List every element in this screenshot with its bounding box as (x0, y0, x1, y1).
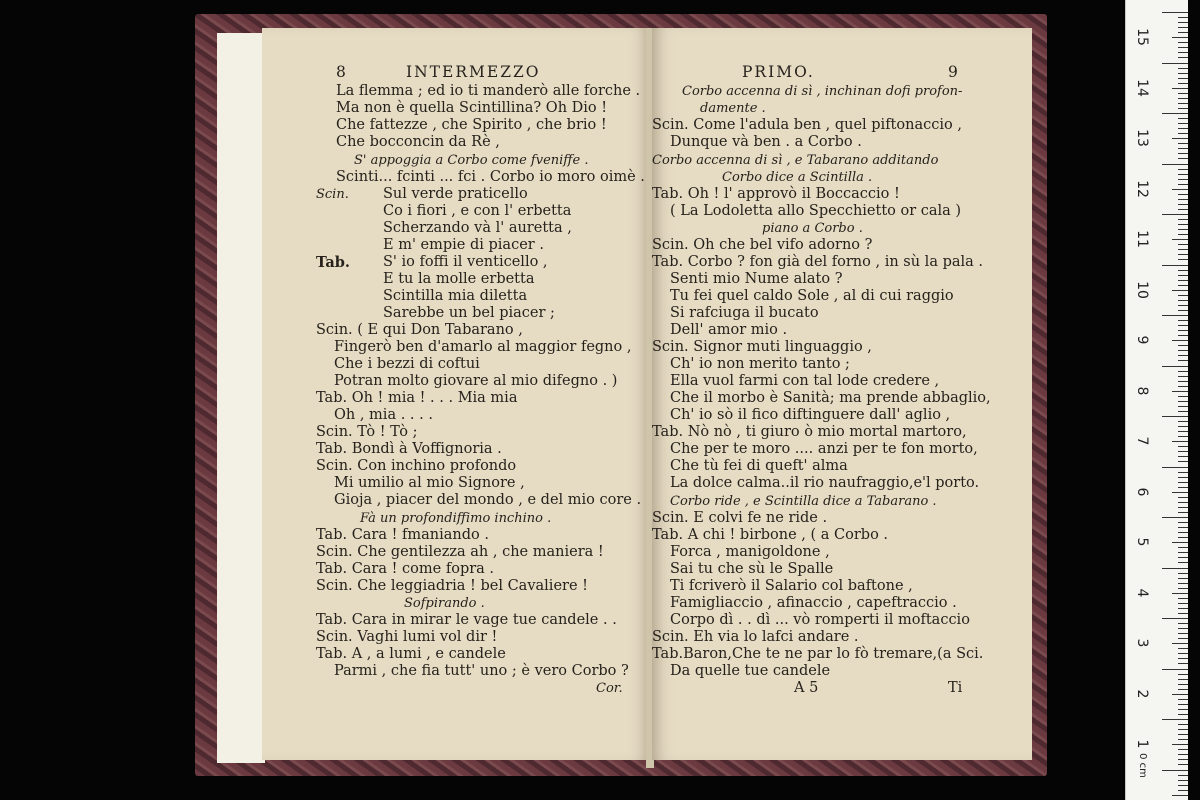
text-line: Tab. A , a lumi , e candele (316, 646, 506, 662)
ruler-tick (1178, 371, 1188, 372)
running-header: INTERMEZZO (406, 63, 541, 81)
ruler-tick (1172, 593, 1188, 594)
ruler-tick (1178, 345, 1188, 346)
ruler-tick (1178, 497, 1188, 498)
ruler-number: 1 (1134, 739, 1150, 749)
ruler-tick (1172, 542, 1188, 543)
stage-direction: damente . (700, 101, 766, 116)
ruler-tick (1178, 411, 1188, 412)
ruler-number: 3 (1134, 638, 1150, 648)
text-line: Scin. Come l'adula ben , quel piftonaccio , (652, 117, 962, 133)
signature-mark: A 5 (794, 680, 819, 696)
ruler-tick (1178, 118, 1188, 119)
ruler-tick (1178, 350, 1188, 351)
ruler-tick (1178, 790, 1188, 791)
ruler-tick (1178, 401, 1188, 402)
ruler-tick (1178, 482, 1188, 483)
ruler-tick (1178, 764, 1188, 765)
ruler-number: 12 (1134, 179, 1150, 198)
text-line: Co i fiori , e con l' erbetta (383, 203, 572, 219)
ruler-tick (1178, 123, 1188, 124)
catchword: Cor. (596, 681, 623, 696)
text-line: Scin. Signor muti linguaggio , (652, 339, 872, 355)
ruler-tick (1162, 12, 1188, 13)
ruler-tick (1178, 169, 1188, 170)
text-line: Scintilla mia diletta (383, 288, 528, 304)
stage-direction: Corbo accenna di sì , e Tabarano additando (652, 153, 939, 168)
ruler-tick (1178, 406, 1188, 407)
ruler-tick (1178, 527, 1188, 528)
ruler-tick (1178, 573, 1188, 574)
ruler-tick (1172, 239, 1188, 240)
ruler-tick (1178, 709, 1188, 710)
text-line: E tu la molle erbetta (383, 271, 535, 287)
ruler-tick (1178, 376, 1188, 377)
text-line: Ella vuol farmi con tal lode credere , (670, 373, 940, 389)
ruler-tick (1178, 73, 1188, 74)
text-line: La dolce calma..il rio naufraggio,e'l porto. (670, 475, 980, 491)
ruler-tick (1178, 739, 1188, 740)
ruler-tick (1178, 704, 1188, 705)
ruler-tick (1178, 638, 1188, 639)
text-line: Famigliaccio , afinaccio , capeftraccio . (670, 595, 957, 611)
ruler-tick (1178, 537, 1188, 538)
text-line: Scin. E colvi fe ne ride . (652, 510, 828, 526)
ruler-tick (1172, 441, 1188, 442)
text-line: Che fattezze , che Spirito , che brio ! (336, 117, 607, 133)
text-line: Scin. Che leggiadria ! bel Cavaliere ! (316, 578, 588, 594)
ruler-tick (1178, 270, 1188, 271)
ruler-tick (1178, 355, 1188, 356)
speaker-label: Tab. (316, 254, 350, 271)
text-line: Scin. Tò ! Tò ; (316, 424, 418, 440)
ruler-tick (1178, 451, 1188, 452)
text-line: Scin. Oh che bel vifo adorno ? (652, 237, 873, 253)
stage-direction: Fà un profondiffimo inchino . (360, 511, 552, 526)
ruler-tick (1172, 492, 1188, 493)
text-line: ( La Lodoletta allo Specchietto or cala ) (670, 203, 962, 219)
ruler-tick (1178, 275, 1188, 276)
ruler-tick (1178, 259, 1188, 260)
ruler-tick (1178, 633, 1188, 634)
ruler-tick (1178, 381, 1188, 382)
ruler-tick (1178, 461, 1188, 462)
ruler-tick (1172, 138, 1188, 139)
text-line: Tab. Bondì à Voffignoria . (316, 441, 502, 457)
ruler-number: 8 (1134, 386, 1150, 396)
flyleaf (217, 33, 265, 763)
ruler-tick (1178, 300, 1188, 301)
ruler-tick (1178, 502, 1188, 503)
ruler-tick (1172, 189, 1188, 190)
ruler-tick (1178, 98, 1188, 99)
ruler-tick (1178, 360, 1188, 361)
ruler-tick (1162, 517, 1188, 518)
text-line: Gioja , piacer del mondo , e del mio core . (334, 492, 642, 508)
ruler-tick (1178, 108, 1188, 109)
ruler-unit-label: 0 cm (1136, 753, 1148, 778)
ruler-number: 10 (1134, 280, 1150, 299)
page-number: 8 (336, 63, 348, 81)
ruler-tick (1178, 679, 1188, 680)
text-line: Tab. Oh ! l' approvò il Boccaccio ! (652, 186, 900, 202)
text-line: Dunque và ben . a Corbo . (670, 134, 862, 150)
ruler-tick (1178, 320, 1188, 321)
ruler-tick (1178, 83, 1188, 84)
ruler-tick (1172, 391, 1188, 392)
text-line: Potran molto giovare al mio difegno . ) (334, 373, 618, 389)
ruler-tick (1178, 431, 1188, 432)
ruler-number: 4 (1134, 588, 1150, 598)
ruler-tick (1178, 759, 1188, 760)
stage-direction: Corbo dice a Scintilla . (722, 170, 873, 185)
ruler-tick (1178, 562, 1188, 563)
catchword: Ti (948, 680, 963, 696)
ruler-tick (1162, 265, 1188, 266)
ruler-tick (1178, 547, 1188, 548)
ruler-tick (1178, 734, 1188, 735)
ruler-tick (1178, 78, 1188, 79)
text-line: Oh , mia . . . . (334, 407, 433, 423)
ruler-tick (1178, 93, 1188, 94)
ruler-tick (1178, 234, 1188, 235)
text-line: Scin. ( E qui Don Tabarano , (316, 322, 523, 338)
ruler-tick (1172, 744, 1188, 745)
ruler-tick (1178, 128, 1188, 129)
text-line: Tab.Baron,Che te ne par lo fò tremare,(a Sci. (652, 646, 984, 662)
ruler-tick (1178, 57, 1188, 58)
text-line: Sarebbe un bel piacer ; (383, 305, 555, 321)
ruler-tick (1178, 280, 1188, 281)
text-line: Tab. Corbo ? fon già del forno , in sù la pala . (652, 254, 983, 270)
ruler-tick (1178, 603, 1188, 604)
ruler-tick (1178, 658, 1188, 659)
text-line: Fingerò ben d'amarlo al maggior fegno , (334, 339, 632, 355)
ruler-tick (1178, 699, 1188, 700)
ruler-tick (1178, 249, 1188, 250)
running-header: PRIMO. (742, 63, 815, 81)
text-line: Che bocconcin da Rè , (336, 134, 500, 150)
text-line: Ti fcriverò il Salario col baftone , (670, 578, 913, 594)
ruler-tick (1178, 204, 1188, 205)
text-line: Ma non è quella Scintillina? Oh Dio ! (336, 100, 608, 116)
ruler-tick (1178, 184, 1188, 185)
text-line: Senti mio Nume alato ? (670, 271, 843, 287)
ruler-tick (1178, 52, 1188, 53)
ruler-tick (1178, 532, 1188, 533)
ruler-tick (1178, 780, 1188, 781)
ruler-tick (1178, 522, 1188, 523)
ruler-tick (1178, 472, 1188, 473)
ruler-tick (1178, 224, 1188, 225)
ruler-tick (1178, 158, 1188, 159)
ruler-tick (1162, 568, 1188, 569)
ruler-tick (1162, 366, 1188, 367)
ruler-tick (1172, 694, 1188, 695)
ruler-tick (1178, 507, 1188, 508)
text-line: Da quelle tue candele (670, 663, 831, 679)
ruler-tick (1178, 598, 1188, 599)
ruler-tick (1178, 648, 1188, 649)
text-line: S' io foffi il venticello , (383, 254, 548, 270)
ruler-tick (1162, 770, 1188, 771)
ruler-tick (1172, 643, 1188, 644)
ruler-tick (1162, 214, 1188, 215)
ruler-number: 14 (1134, 78, 1150, 97)
ruler-tick (1178, 588, 1188, 589)
ruler-tick (1178, 68, 1188, 69)
text-line: Dell' amor mio . (670, 322, 788, 338)
ruler-number: 6 (1134, 487, 1150, 497)
ruler-tick (1162, 719, 1188, 720)
ruler-tick (1178, 689, 1188, 690)
ruler-tick (1178, 653, 1188, 654)
ruler-tick (1178, 22, 1188, 23)
ruler-number: 7 (1134, 436, 1150, 446)
ruler-tick (1178, 487, 1188, 488)
text-line: Tab. Cara ! fmaniando . (316, 527, 490, 543)
ruler-tick (1172, 88, 1188, 89)
text-line: Sul verde praticello (383, 186, 528, 202)
ruler-number: 15 (1134, 28, 1150, 47)
text-line: Scin. Che gentilezza ah , che maniera ! (316, 544, 604, 560)
ruler-number: 2 (1134, 689, 1150, 699)
ruler-tick (1162, 618, 1188, 619)
text-line: Che i bezzi di coftui (334, 356, 480, 372)
ruler-tick (1178, 421, 1188, 422)
ruler-tick (1178, 557, 1188, 558)
speaker-label: Scin. (316, 187, 349, 202)
ruler-tick (1178, 254, 1188, 255)
text-line: Scin. Vaghi lumi vol dir ! (316, 629, 498, 645)
ruler-tick (1172, 290, 1188, 291)
ruler-tick (1178, 775, 1188, 776)
ruler-tick (1178, 305, 1188, 306)
text-line: Scinti... fcinti ... fci . Corbo io moro oimè . (336, 169, 645, 185)
ruler-tick (1162, 63, 1188, 64)
text-line: Scin. Con inchino profondo (316, 458, 517, 474)
ruler-tick (1178, 456, 1188, 457)
ruler-tick (1178, 133, 1188, 134)
stage-direction: Corbo ride , e Scintilla dice a Tabarano . (670, 494, 937, 509)
text-line: Ch' io sò il fico diftinguere dall' aglio , (670, 407, 951, 423)
text-line: Che il morbo è Sanità; ma prende abbaglio, (670, 390, 991, 406)
ruler-tick (1172, 340, 1188, 341)
ruler-tick (1178, 153, 1188, 154)
ruler-tick (1178, 608, 1188, 609)
ruler-tick (1178, 17, 1188, 18)
ruler-tick (1178, 663, 1188, 664)
ruler-tick (1178, 325, 1188, 326)
ruler-tick (1178, 578, 1188, 579)
stage-direction: S' appoggia a Corbo come fveniffe . (354, 153, 589, 168)
right-page (652, 28, 1032, 760)
ruler-tick (1178, 613, 1188, 614)
ruler-tick (1178, 552, 1188, 553)
ruler-tick (1178, 32, 1188, 33)
text-line: Tab. Cara ! come fopra . (316, 561, 495, 577)
text-line: Ch' io non merito tanto ; (670, 356, 850, 372)
text-line: Tu fei quel caldo Sole , al di cui raggio (670, 288, 954, 304)
ruler-tick (1178, 179, 1188, 180)
page-number: 9 (948, 63, 960, 81)
ruler-tick (1178, 436, 1188, 437)
ruler-tick (1178, 295, 1188, 296)
ruler-number: 9 (1134, 335, 1150, 345)
ruler-tick (1178, 209, 1188, 210)
ruler-tick (1162, 467, 1188, 468)
ruler-tick (1178, 724, 1188, 725)
text-line: Tab. A chi ! birbone , ( a Corbo . (652, 527, 889, 543)
left-page (262, 28, 650, 760)
ruler-tick (1178, 148, 1188, 149)
ruler-tick (1178, 386, 1188, 387)
text-line: Che tù fei di queft' alma (670, 458, 848, 474)
text-line: Forca , manigoldone , (670, 544, 830, 560)
ruler-number: 13 (1134, 129, 1150, 148)
ruler-tick (1178, 623, 1188, 624)
ruler-tick (1178, 684, 1188, 685)
ruler-tick (1178, 199, 1188, 200)
ruler-tick (1178, 219, 1188, 220)
ruler-tick (1178, 749, 1188, 750)
text-line: Tab. Oh ! mia ! . . . Mia mia (316, 390, 518, 406)
ruler-tick (1178, 446, 1188, 447)
ruler-tick (1178, 754, 1188, 755)
ruler-tick (1178, 244, 1188, 245)
text-line: Si rafciuga il bucato (670, 305, 819, 321)
text-line: Che per te moro .... anzi per te fon morto, (670, 441, 978, 457)
ruler-tick (1178, 174, 1188, 175)
ruler-tick (1162, 164, 1188, 165)
ruler-tick (1178, 103, 1188, 104)
ruler-tick (1178, 396, 1188, 397)
text-line: E m' empie di piacer . (383, 237, 544, 253)
stage-direction: Sofpirando . (404, 596, 485, 611)
ruler-tick (1178, 194, 1188, 195)
ruler-tick (1178, 310, 1188, 311)
stage-direction: piano a Corbo . (762, 221, 863, 236)
ruler-tick (1178, 477, 1188, 478)
ruler-tick (1178, 330, 1188, 331)
ruler-tick (1178, 335, 1188, 336)
text-line: Scherzando và l' auretta , (383, 220, 572, 236)
ruler-tick (1178, 143, 1188, 144)
ruler-tick (1178, 42, 1188, 43)
measuring-ruler (1125, 0, 1188, 800)
ruler-tick (1178, 229, 1188, 230)
text-line: Sai tu che sù le Spalle (670, 561, 834, 577)
text-line: Scin. Eh via lo lafci andare . (652, 629, 859, 645)
ruler-tick (1178, 285, 1188, 286)
ruler-tick (1178, 785, 1188, 786)
text-line: Mi umilio al mio Signore , (334, 475, 525, 491)
ruler-tick (1178, 729, 1188, 730)
text-line: Parmi , che fia tutt' uno ; è vero Corbo ? (334, 663, 629, 679)
text-line: La flemma ; ed io ti manderò alle forche . (336, 83, 641, 99)
ruler-tick (1162, 669, 1188, 670)
ruler-tick (1178, 426, 1188, 427)
ruler-tick (1178, 714, 1188, 715)
ruler-tick (1162, 113, 1188, 114)
text-line: Tab. Nò nò , ti giuro ò mio mortal martoro, (652, 424, 967, 440)
stage-direction: Corbo accenna di sì , inchinan dofi profon- (682, 84, 963, 99)
ruler-tick (1178, 27, 1188, 28)
ruler-tick (1178, 583, 1188, 584)
ruler-tick (1162, 416, 1188, 417)
ruler-number: 11 (1134, 230, 1150, 249)
ruler-tick (1172, 795, 1188, 796)
ruler-tick (1162, 315, 1188, 316)
text-line: Tab. Cara in mirar le vage tue candele . . (316, 612, 617, 628)
ruler-tick (1178, 674, 1188, 675)
text-line: Corpo dì . . dì ... vò romperti il moftaccio (670, 612, 970, 628)
ruler-tick (1178, 628, 1188, 629)
ruler-tick (1178, 47, 1188, 48)
ruler-tick (1178, 512, 1188, 513)
ruler-number: 5 (1134, 537, 1150, 547)
ruler-tick (1172, 37, 1188, 38)
